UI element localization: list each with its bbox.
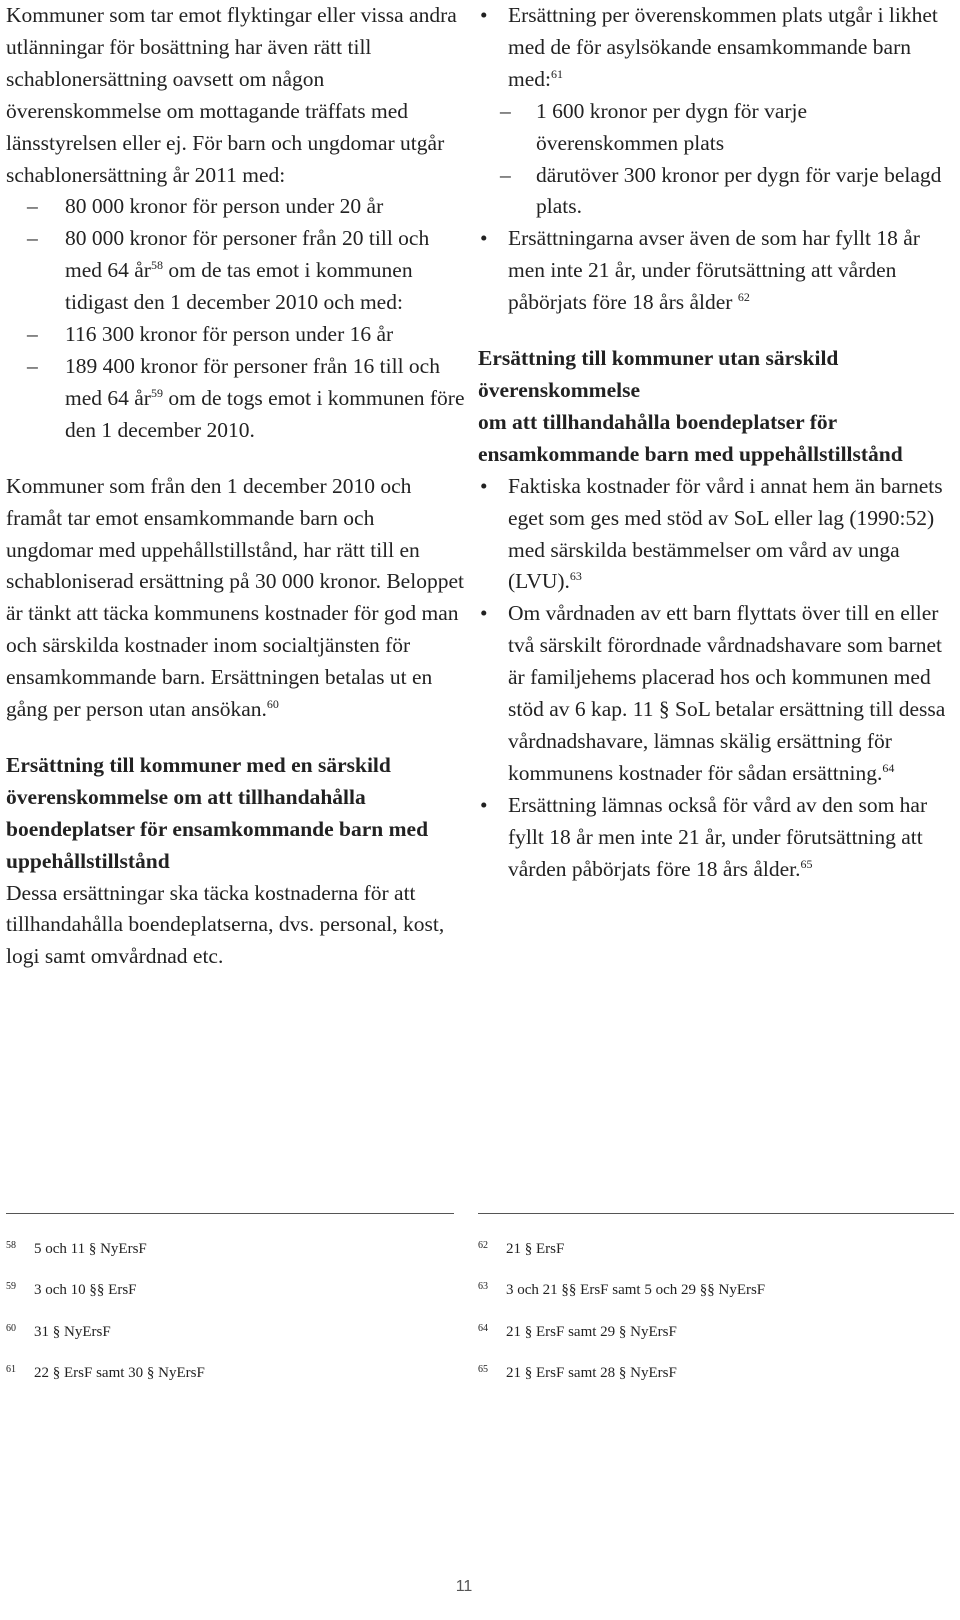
bullet-item xyxy=(478,0,948,223)
footnote-number: 64 xyxy=(478,1322,488,1334)
footnote-ref: 60 xyxy=(266,697,279,712)
footnote-text: 22 § ErsF samt 30 § NyErsF xyxy=(34,1364,205,1381)
dash-item-text: 80 000 kronor för personer från 20 till och med 64 år xyxy=(65,226,430,283)
footnote-number: 58 xyxy=(6,1240,16,1251)
dash-item xyxy=(478,160,948,224)
footnote-text: 3 och 10 §§ ErsF xyxy=(34,1282,137,1299)
bullet-text: Faktiska kostnader för vård i annat hem än barnets eget som ges med stöd av SoL eller lag (1990:52) med särskilda bestämmelser om vård av unga (LVU). xyxy=(508,473,943,594)
intro-paragraph: Kommuner som tar emot flyktingar eller vissa andra utlänningar för bosättning har även rätt till schablonersättning oavsett om någon överenskommelse om mottagande träffats med länsstyrelsen eller ej. För barn och ungdomar utgår schablonersättning år 2011 med: xyxy=(6,3,457,187)
dash-item-text: 80 000 kronor för person under 20 år xyxy=(65,194,384,219)
section-subheading: om att tillhandahålla boendeplatser för ensamkommande barn med uppehållstillstånd xyxy=(478,409,903,466)
bullet-text: Ersättning lämnas också för vård av den som har fyllt 18 år men inte 21 år, under förutsättning att vården påbörjats före 18 års ålder. xyxy=(508,792,928,881)
footnote-number: 63 xyxy=(478,1281,488,1293)
paragraph-text: Kommuner som från den 1 december 2010 och framåt tar emot ensamkommande barn och ungdomar med uppehållstillstånd, har rätt till en schabloniserad ersättning på 30 000 kronor. Beloppet är tänkt att täcka kommunens kostnader för god man och särskilda kostnader inom socialtjänsten för ensamkommande barn. Ersättningen betalas ut en gång per person utan ansökan. xyxy=(6,473,464,722)
footnote-number: 60 xyxy=(6,1322,16,1334)
dash-item xyxy=(6,351,466,447)
footnotes-right xyxy=(478,1240,918,1405)
amount-dash-list xyxy=(6,191,466,446)
footnote xyxy=(478,1240,918,1281)
dash-item xyxy=(6,319,466,351)
footnote-text: 5 och 11 § NyErsF xyxy=(34,1241,147,1257)
bullet-item xyxy=(478,223,948,319)
body-paragraph xyxy=(6,471,466,726)
footnote xyxy=(6,1281,446,1322)
dash-item xyxy=(6,191,466,223)
section-heading: Ersättning till kommuner med en särskild överenskommelse om att tillhandahålla boendeplatser för ensamkommande barn med uppehållstillstånd xyxy=(6,752,429,873)
bullet-list xyxy=(478,471,948,886)
dash-item xyxy=(6,223,466,319)
dash-item-text: 116 300 kronor för person under 16 år xyxy=(65,322,394,347)
bullet-text: Ersättning per överenskommen plats utgår i likhet med de för asylsökande ensamkommande barn med: xyxy=(508,3,938,91)
dash-item-text: om de tas emot i kommunen tidigast den 1 december 2010 och med: xyxy=(65,258,413,315)
footnote xyxy=(478,1323,918,1364)
footnote-ref: 65 xyxy=(800,856,813,871)
footnote-divider xyxy=(6,1213,454,1214)
dash-item-text: 189 400 kronor för personer från 16 till och med 64 år xyxy=(65,353,440,410)
footnote-number: 61 xyxy=(6,1363,16,1375)
bullet-item xyxy=(478,790,948,886)
bullet-item xyxy=(478,471,948,599)
body-paragraph: Dessa ersättningar ska täcka kostnaderna för att tillhandahålla boendeplatserna, dvs. personal, kost, logi samt omvårdnad etc. xyxy=(6,880,445,969)
footnote-text: 3 och 21 §§ ErsF samt 5 och 29 §§ NyErsF xyxy=(506,1282,766,1299)
footnote xyxy=(6,1323,446,1364)
footnote xyxy=(478,1281,918,1322)
dash-item-text: om de togs emot i kommunen före den 1 december 2010. xyxy=(65,385,465,442)
footnote-text: 21 § ErsF xyxy=(506,1241,565,1257)
left-column xyxy=(6,0,466,973)
footnote-divider xyxy=(478,1213,954,1214)
footnote-number: 59 xyxy=(6,1281,16,1293)
footnote-ref: 64 xyxy=(882,760,895,775)
footnote xyxy=(6,1240,446,1281)
right-column xyxy=(478,0,948,885)
bullet-list xyxy=(478,0,948,319)
footnote-text: 21 § ErsF samt 28 § NyErsF xyxy=(506,1364,677,1381)
footnote-ref: 63 xyxy=(569,569,582,584)
dash-item-text: därutöver 300 kronor per dygn för varje belagd plats. xyxy=(536,162,942,219)
page-number: 11 xyxy=(455,1578,473,1595)
footnotes-left xyxy=(6,1240,446,1405)
bullet-text: Om vårdnaden av ett barn flyttats över till en eller två särskilt förordnade vårdnadshavare som barnet är familjehems placerad hos och kommunen med stöd av 6 kap. 11 § SoL betalar ersättning till dessa vårdnadshavare, lämnas skälig ersättning för kommunens kostnader för sådan ersättning. xyxy=(508,601,946,785)
bullet-item xyxy=(478,598,948,789)
footnote-ref: 62 xyxy=(737,290,750,305)
bullet-text: Ersättningarna avser även de som har fyllt 18 år men inte 21 år, under förutsättning att vården påbörjats före 18 års ålder xyxy=(508,226,920,315)
section-heading: Ersättning till kommuner utan särskild överenskommelse xyxy=(478,346,839,402)
footnote xyxy=(478,1364,918,1405)
footnote xyxy=(6,1364,446,1405)
footnote-number: 65 xyxy=(478,1363,488,1375)
footnote-ref: 61 xyxy=(551,66,563,81)
dash-item xyxy=(478,96,948,160)
dash-item-text: 1 600 kronor per dygn för varje överenskommen plats xyxy=(536,98,808,155)
footnote-ref: 58 xyxy=(150,258,163,273)
footnote-number: 62 xyxy=(478,1240,488,1251)
rate-dash-list xyxy=(478,96,948,224)
footnote-text: 21 § ErsF samt 29 § NyErsF xyxy=(506,1323,677,1340)
footnote-ref: 59 xyxy=(150,385,163,400)
footnote-text: 31 § NyErsF xyxy=(34,1323,111,1340)
